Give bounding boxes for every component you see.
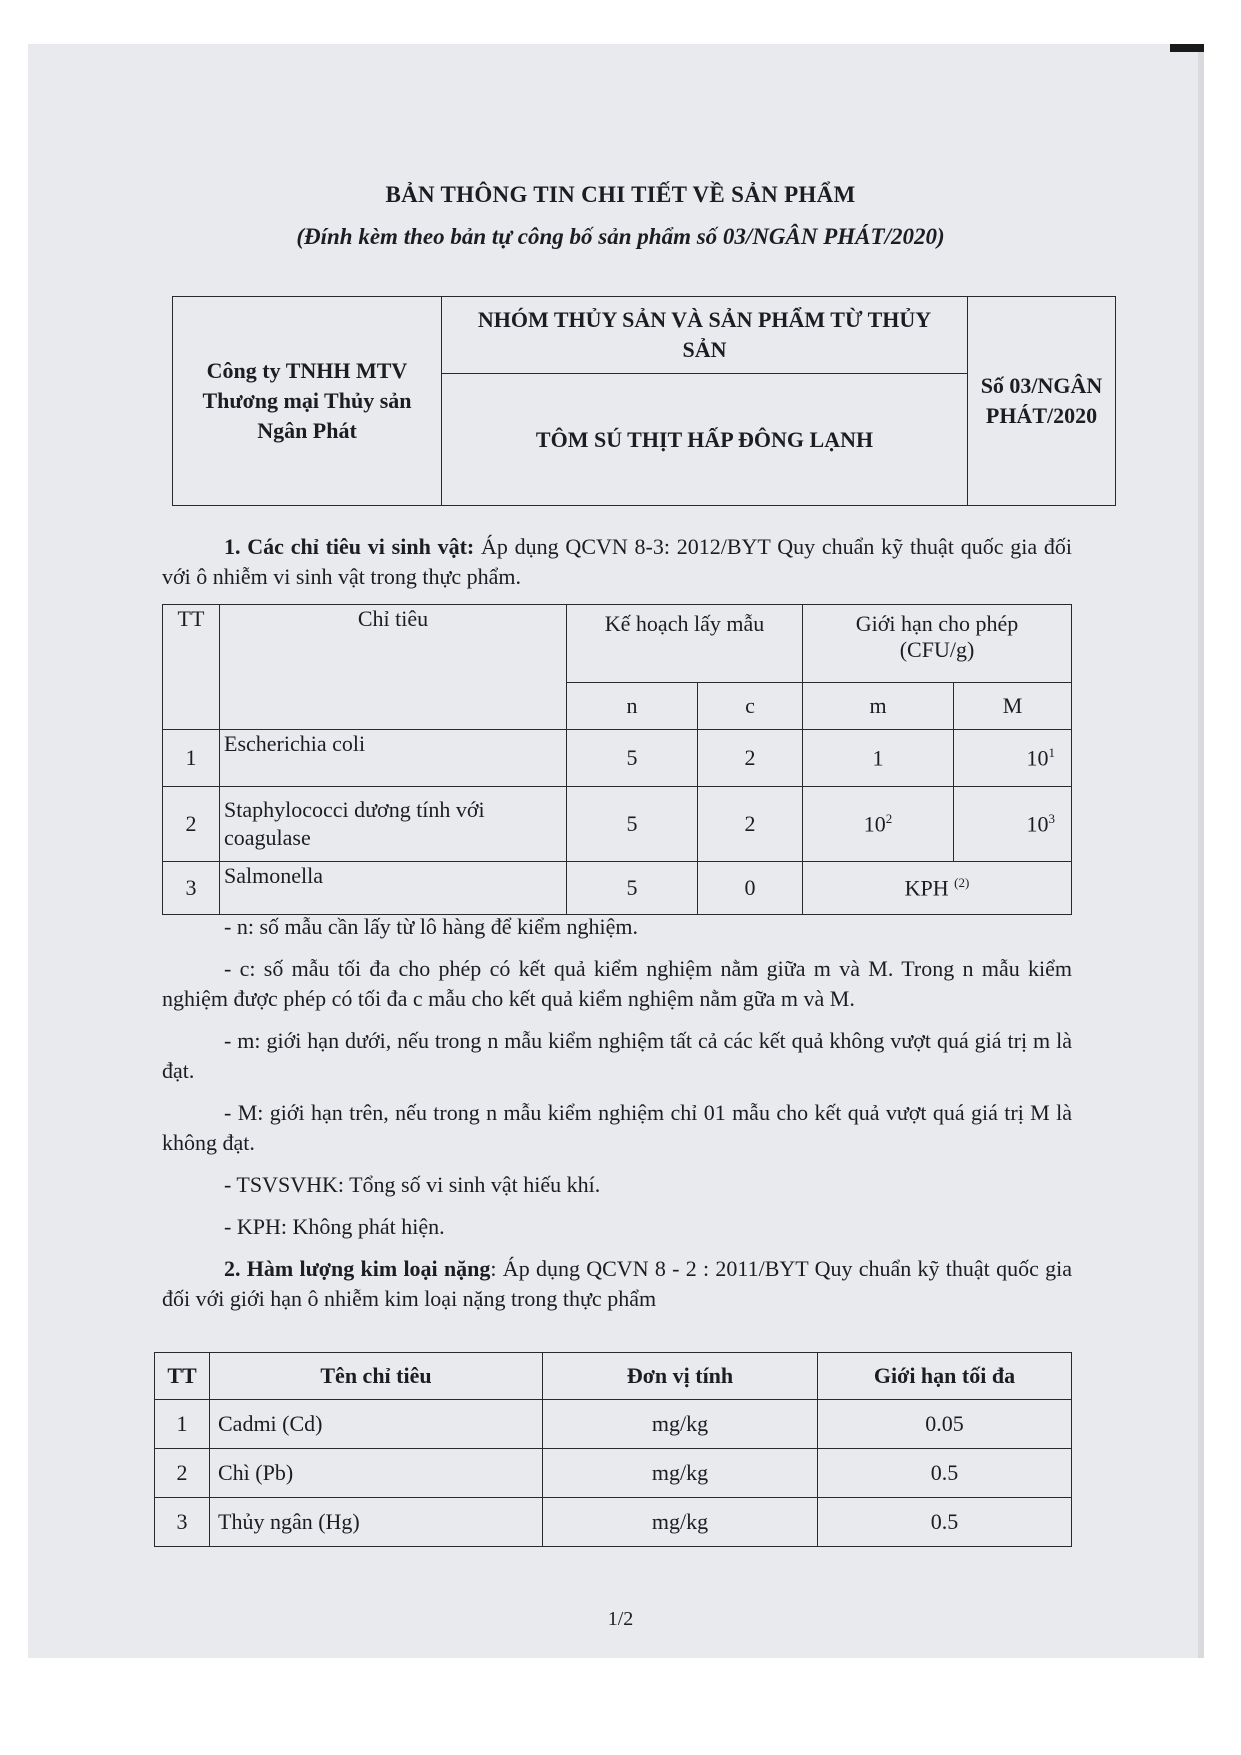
cell-unit: mg/kg [543,1498,818,1547]
microbiology-table [162,604,1072,915]
cell-c: 0 [698,862,803,915]
table-row [155,1400,1072,1449]
cell-max-limit: 0.5 [818,1498,1072,1547]
cell-n: 5 [567,862,698,915]
cell-tt: 1 [163,730,220,787]
cell-tt: 2 [163,787,220,862]
cell-criterion: Escherichia coli [220,730,567,787]
product-name: TÔM SÚ THỊT HẤP ĐÔNG LẠNH [442,374,968,506]
notes [162,912,1072,1314]
note-M: - M: giới hạn trên, nếu trong n mẫu kiểm nghiệm chỉ 01 mẫu cho kết quả vượt quá giá trị M là không đạt. [162,1100,1072,1155]
cell-tt: 2 [155,1449,210,1498]
col-tt: TT [163,605,220,730]
company-name: Công ty TNHH MTV Thương mại Thủy sản Ngân Phát [173,297,442,506]
product-header-table [172,296,1116,506]
cell-criterion-name: Thủy ngân (Hg) [210,1498,543,1547]
table-row [163,787,1072,862]
cell-limit: KPH $^{(2)}$ [803,862,1072,915]
cell-max-limit: 0.5 [818,1449,1072,1498]
col-unit: Đơn vị tính [543,1353,818,1400]
section-1-heading: 1. Các chỉ tiêu vi sinh vật: [224,534,475,559]
note-tsvsvhk: - TSVSVHK: Tổng số vi sinh vật hiếu khí. [224,1172,601,1197]
cell-unit: mg/kg [543,1449,818,1498]
cell-unit: mg/kg [543,1400,818,1449]
cell-tt: 3 [155,1498,210,1547]
cell-tt: 3 [163,862,220,915]
table-row [155,1498,1072,1547]
col-n: n [567,683,698,730]
document-subtitle: (Đính kèm theo bản tự công bố sản phẩm số 03/NGÂN PHÁT/2020) [296,224,945,249]
col-limit: Giới hạn cho phép (CFU/g) [803,605,1072,683]
col-criterion-name: Tên chỉ tiêu [210,1353,543,1400]
declaration-number: Số 03/NGÂN PHÁT/2020 [968,297,1116,506]
note-c: - c: số mẫu tối đa cho phép có kết quả kiểm nghiệm nằm giữa m và M. Trong n mẫu kiểm nghiệm được phép có tối đa c mẫu cho kết quả kiểm nghiệm nằm gữa m và M. [162,956,1072,1011]
cell-m: 1 [803,730,954,787]
cell-criterion: Staphylococci dương tính với coagulase [220,787,567,862]
product-group: NHÓM THỦY SẢN VÀ SẢN PHẨM TỪ THỦY SẢN [442,297,968,374]
section-2-heading: 2. Hàm lượng kim loại nặng [224,1256,491,1281]
cell-criterion-name: Cadmi (Cd) [210,1400,543,1449]
col-max-limit: Giới hạn tối đa [818,1353,1072,1400]
cell-c: 2 [698,787,803,862]
heavy-metal-table [154,1352,1072,1547]
col-c: c [698,683,803,730]
col-sampling-plan: Kế hoạch lấy mẫu [567,605,803,683]
cell-tt: 1 [155,1400,210,1449]
page-number: 1/2 [607,1608,634,1630]
table-row [163,862,1072,915]
cell-m: $10^2$ [803,787,954,862]
col-M: M [954,683,1072,730]
paper-edge [1198,44,1204,1658]
cell-criterion: Salmonella [220,862,567,915]
cell-n: 5 [567,787,698,862]
cell-M: $10^3$ [954,787,1072,862]
document-title: BẢN THÔNG TIN CHI TIẾT VỀ SẢN PHẨM [385,182,856,207]
section-1-body: Áp dụng QCVN 8-3: 2012/BYT Quy chuẩn kỹ thuật quốc gia đối với ô nhiễm vi sinh vật trong thực phẩm. [162,534,1072,589]
table-row [155,1449,1072,1498]
col-m: m [803,683,954,730]
table-row [163,730,1072,787]
cell-max-limit: 0.05 [818,1400,1072,1449]
note-n: - n: số mẫu cần lấy từ lô hàng để kiểm nghiệm. [224,914,638,939]
cell-c: 2 [698,730,803,787]
cell-criterion-name: Chì (Pb) [210,1449,543,1498]
scan-edge-mark [1170,44,1204,52]
note-kph: - KPH: Không phát hiện. [224,1214,445,1239]
col-tt: TT [155,1353,210,1400]
note-m: - m: giới hạn dưới, nếu trong n mẫu kiểm nghiệm tất cả các kết quả không vượt quá giá trị m là đạt. [162,1028,1072,1083]
col-criterion: Chỉ tiêu [220,605,567,730]
section-2-text [162,1254,1072,1314]
section-2-body: : Áp dụng QCVN 8 - 2 : 2011/BYT Quy chuẩn kỹ thuật quốc gia đối với giới hạn ô nhiễm kim loại nặng trong thực phẩm [162,1256,1072,1311]
cell-n: 5 [567,730,698,787]
section-1-text [162,532,1072,592]
cell-M: $10^1$ [954,730,1072,787]
